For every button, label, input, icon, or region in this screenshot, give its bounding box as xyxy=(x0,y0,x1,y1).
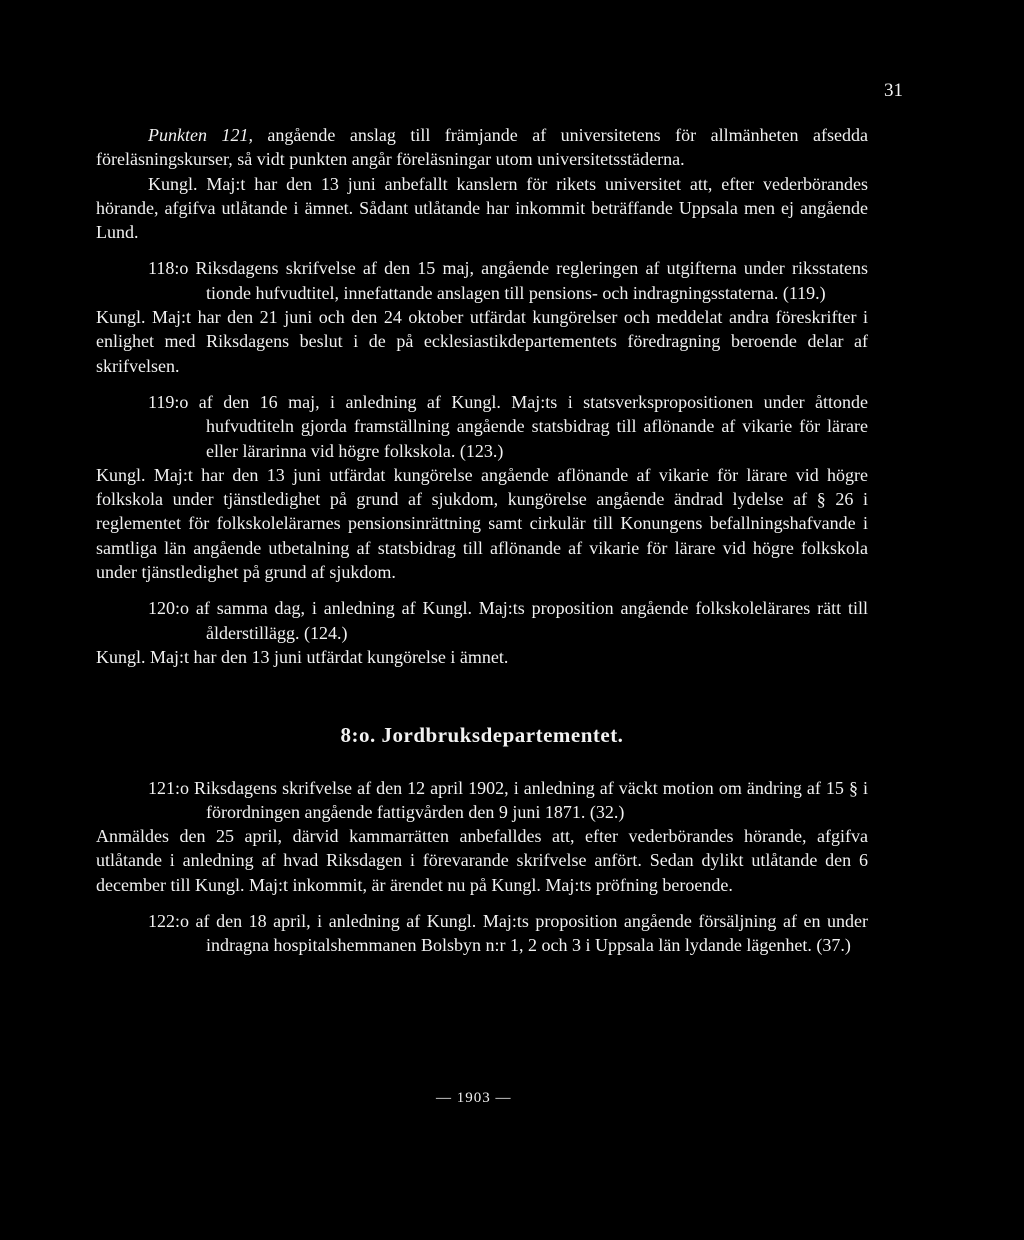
item-122-head: 122:o af den 18 april, i anledning af Kungl. Maj:ts proposition angående försäljning af en under indragna hospitalshemmanen Bolsbyn n:r 1, 2 och 3 i Uppsala län lydande lägenhet. (37.) xyxy=(148,911,868,956)
punkten-lead: Punkten 121, xyxy=(148,125,253,145)
footer-year: — 1903 — xyxy=(436,1090,512,1106)
punkten-rest: angående anslag till främjande af universitetens för allmänheten afsedda föreläsningskurser, så vidt punkten angår föreläsningar utom universitetsstäderna. xyxy=(96,125,868,170)
section-heading: 8:o. Jordbruksdepartementet. xyxy=(340,723,624,748)
item-120-body: Kungl. Maj:t har den 13 juni utfärdat kungörelse i ämnet. xyxy=(96,646,509,667)
item-121-head: 121:o Riksdagens skrifvelse af den 12 april 1902, i anledning af väckt motion om ändring af 15 § i förordningen angående fattigvården den 9 juni 1871. (32.) xyxy=(148,777,868,822)
item-120-head: 120:o af samma dag, i anledning af Kungl. Maj:ts proposition angående folkskolelärares rätt till ålderstillägg. (124.) xyxy=(148,598,868,643)
page-number: 31 xyxy=(884,80,903,101)
item-119-body: Kungl. Maj:t har den 13 juni utfärdat kungörelse angående aflönande af vikarie för lärare vid högre folkskola under tjänstledighet på grund af sjukdom, kungörelse angående ändrad lydelse af § 26 i reglementet för folkskolelärarnes pensionsinrättning samt cirkulär till Konungens befallningshafvande i samtliga län angående utbetalning af statsbidrag till aflönande af vikarie för lärare vid högre folkskola under tjänstledighet på grund af sjukdom. xyxy=(96,464,868,583)
body-text xyxy=(96,123,868,958)
item-118-body: Kungl. Maj:t har den 21 juni och den 24 oktober utfärdat kungörelser och meddelat andra föreskrifter i enlighet med Riksdagens beslut i de på ecklesiastikdepartementets föredragning beroende delar af skrifvelsen. xyxy=(96,307,868,376)
paragraph-punkten-121 xyxy=(96,123,868,172)
paragraph-kungl-universitet: Kungl. Maj:t har den 13 juni anbefallt kanslern för rikets universitet att, efter vederbörandes hörande, afgifva utlåtande i ämnet. Sådant utlåtande har inkommit beträffande Uppsala men ej angående Lund. xyxy=(96,173,868,243)
item-118-head: 118:o Riksdagens skrifvelse af den 15 maj, angående regleringen af utgifterna under riksstatens tionde hufvudtitel, innefattande anslagen till pensions- och indragningsstaterna. (119.) xyxy=(148,258,868,303)
item-121-body: Anmäldes den 25 april, därvid kammarrätten anbefalldes att, efter vederbörandes hörande, afgifva utlåtande i anledning af hvad Riksdagen i förevarande skrifvelse anfört. Sedan dylikt utlåtande den 6 december till Kungl. Maj:t inkommit, är ärendet nu på Kungl. Maj:ts pröfning beroende. xyxy=(96,826,868,895)
item-119-head: 119:o af den 16 maj, i anledning af Kungl. Maj:ts i statsverkspropositionen under åttonde hufvudtiteln gjorda framställning angående statsbidrag till aflönande af vikarie för lärare eller lärarinna vid högre folkskola. (123.) xyxy=(148,391,868,461)
